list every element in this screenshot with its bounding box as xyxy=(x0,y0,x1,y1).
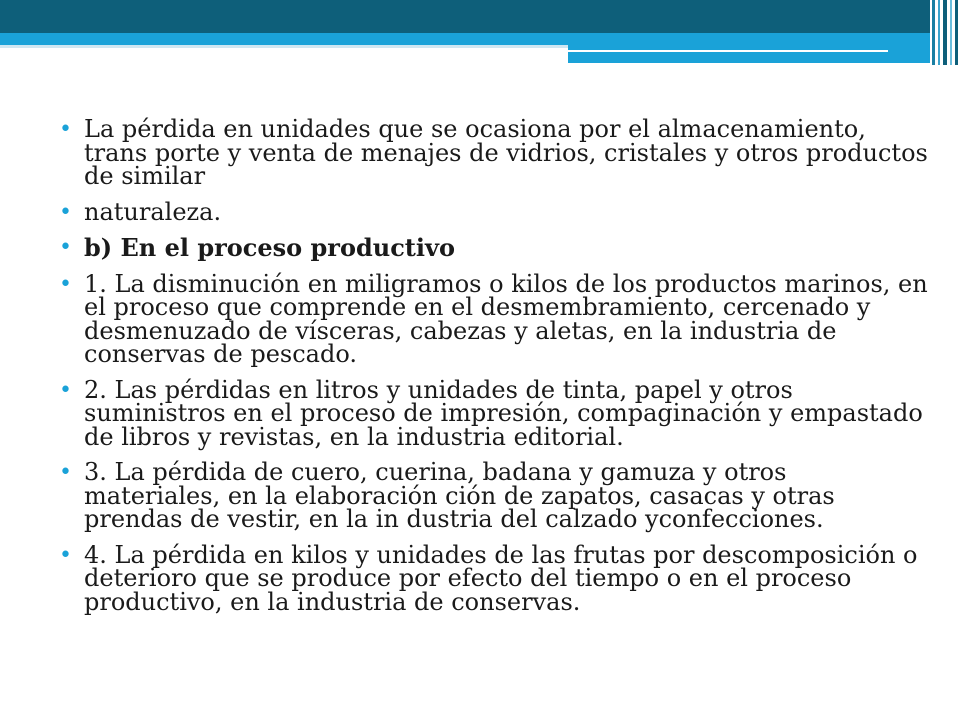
header-divider-line xyxy=(0,45,568,48)
bullet-item-4 xyxy=(50,269,930,368)
section-heading: b) En el proceso productivo xyxy=(84,233,455,262)
bullet-text: La pérdida en unidades que se ocasiona por el almacenamiento, trans porte y venta de menajes de vidrios, cristales y otros productos de similar xyxy=(84,115,928,190)
bullet-text: 4. La pérdida en kilos y unidades de las frutas por descomposición o deterioro que se produce por efecto del tiempo o en el proceso productivo, en la industria de conservas. xyxy=(84,540,918,616)
bullet-item-1 xyxy=(50,115,930,190)
header-stripes xyxy=(930,0,960,65)
bullet-text: 1. La disminución en miligramos o kilos de los productos marinos, en el proceso que comprende en el desmembramiento, cercenado y desmenuzado de vísceras, cabezas y aletas, en la industria de conservas de pescado. xyxy=(84,269,928,368)
header-accent-line xyxy=(568,50,888,52)
bullet-dot-icon: • xyxy=(59,460,72,485)
bullet-item-6 xyxy=(50,458,930,533)
bullet-list xyxy=(50,115,930,616)
slide-content xyxy=(50,115,930,626)
header-band-accent xyxy=(568,45,930,63)
bullet-item-7 xyxy=(50,540,930,616)
bullet-dot-icon: • xyxy=(59,117,72,142)
bullet-item-2 xyxy=(50,197,930,226)
header-band-dark xyxy=(0,0,930,33)
bullet-item-heading xyxy=(50,233,930,262)
bullet-dot-icon: • xyxy=(59,199,72,225)
header-band-light xyxy=(0,33,930,45)
bullet-text: 2. Las pérdidas en litros y unidades de tinta, papel y otros suministros en el proceso de impresión, compaginación y empastado de libros y revistas, en la industria editorial. xyxy=(84,375,923,451)
bullet-dot-icon: • xyxy=(59,235,72,260)
bullet-text: 3. La pérdida de cuero, cuerina, badana y gamuza y otros materiales, en la elaboración ción de zapatos, casacas y otras prendas de vestir, en la in dustria del calzado yconfecciones. xyxy=(84,458,835,533)
bullet-dot-icon: • xyxy=(59,542,72,568)
bullet-dot-icon: • xyxy=(59,271,72,297)
bullet-item-5 xyxy=(50,375,930,451)
bullet-dot-icon: • xyxy=(59,377,72,403)
bullet-text: naturaleza. xyxy=(84,197,222,226)
